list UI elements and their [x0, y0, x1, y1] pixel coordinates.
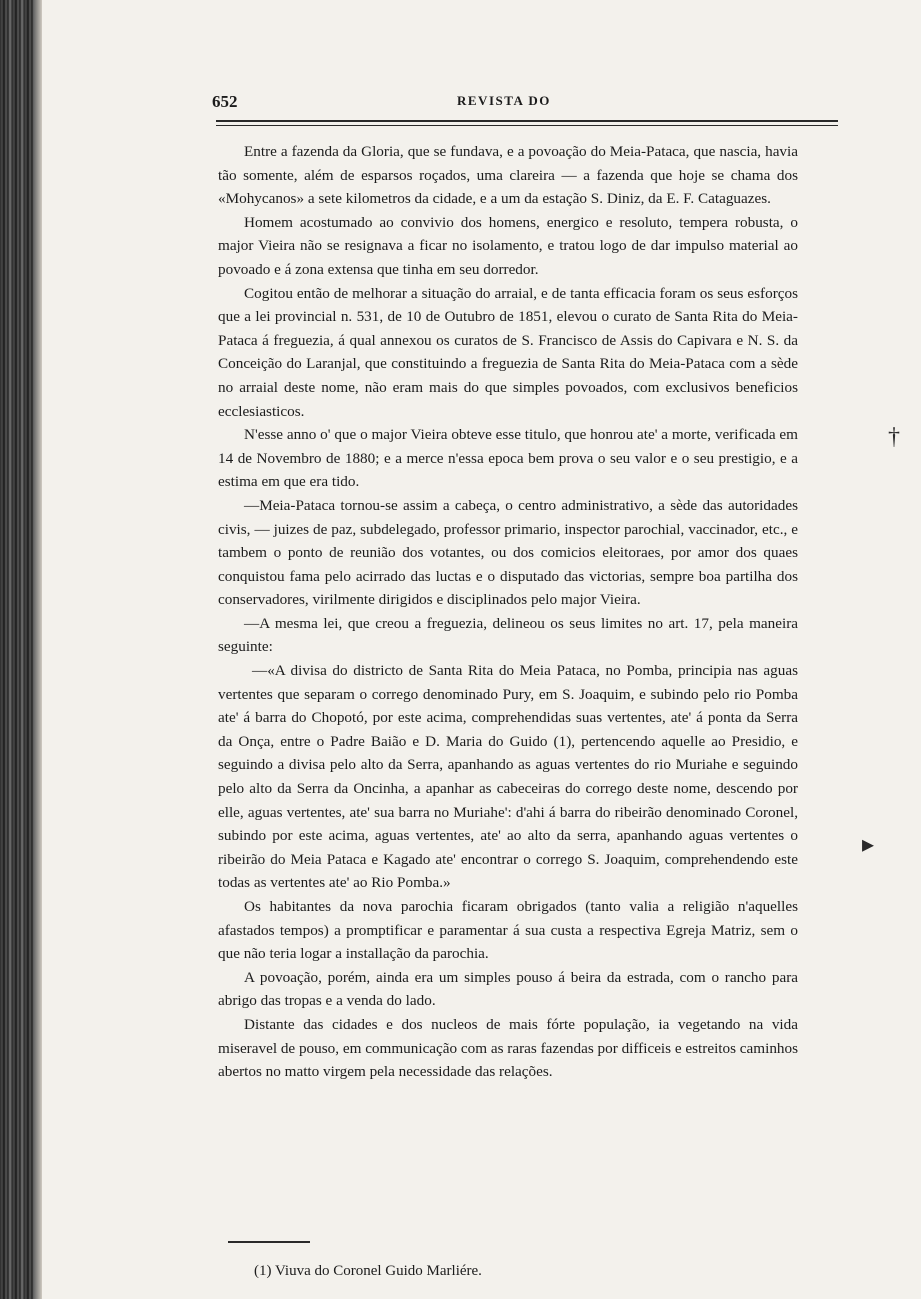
- paragraph: —Meia-Pataca tornou-se assim a cabeça, o centro administrativo, a sède das autoridades civis, — juizes de paz, subdelegado, professor primario, inspector parochial, vaccinador, etc., e tambem o ponto de reunião dos votantes, ou dos comicios eleitoraes, por amor dos quaes conquistou fama pelo acirrado das luctas e o disputado das victorias, sempre boa partilha dos conservadores, virilmente dirigidos e disciplinados pelo major Vieira.: [218, 496, 798, 609]
- body-text: [218, 140, 798, 1084]
- footnote: (1) Viuva do Coronel Guido Marliére.: [254, 1263, 482, 1279]
- paragraph: Homem acostumado ao convivio dos homens, energico e resoluto, tempera robusta, o major Vieira não se resignava a ficar no isolamento, e tratou logo de dar impulso material ao povoado e á zona extensa que tinha em seu dorredor.: [218, 213, 798, 278]
- paragraph: N'esse anno o' que o major Vieira obteve esse titulo, que honrou ate' a morte, verificada em 14 de Novembro de 1880; e a merce n'essa epoca bem prova o seu valor e o seu prestigio, e a estima em que era tido.: [218, 426, 798, 491]
- book-binding: [0, 0, 34, 1299]
- paragraph: Entre a fazenda da Gloria, que se fundava, e a povoação do Meia-Pataca, que nascia, havia tão somente, além de esparsos roçados, uma clareira — a fazenda que hoje se chama dos «Mohycanos» a sete kilometros da cidade, e a um da estação S. Diniz, da E. F. Cataguazes.: [218, 143, 798, 208]
- paragraph: —A mesma lei, que creou a freguezia, delineou os seus limites no art. 17, pela maneira seguinte:: [218, 614, 798, 656]
- page-header: [212, 92, 842, 116]
- margin-mark-icon: †: [888, 424, 900, 450]
- paragraph: Cogitou então de melhorar a situação do arraial, e de tanta efficacia foram os seus esforços que a lei provincial n. 531, de 10 de Outubro de 1851, elevou o curato de Santa Rita do Meia-Pataca á freguezia, á qual annexou os curatos de S. Francisco de Assis do Capivara e N. S. da Conceição do Laranjal, que constituindo a freguezia de Santa Rita do Meia-Pataca com a sède no arraial deste nome, não eram mais do que simples povoados, com exclusivos beneficios ecclesiasticos.: [218, 284, 798, 420]
- paragraph: Os habitantes da nova parochia ficaram obrigados (tanto valia a religião n'aquelles afastados tempos) a promptificar e paramentar á sua custa a respectiva Egreja Matriz, sem o que não teria logar a installação da parochia.: [218, 898, 798, 963]
- binding-shadow: [34, 0, 42, 1299]
- footnote-rule: [228, 1241, 310, 1243]
- page-number: 652: [212, 92, 238, 111]
- margin-mark-icon: ▸: [862, 832, 875, 858]
- running-title: REVISTA DO: [457, 93, 551, 108]
- paragraph: Distante das cidades e dos nucleos de mais fórte população, ia vegetando na vida miseravel de pouso, em communicação com as raras fazendas por difficeis e estreitos caminhos abertos no matto virgem pela necessidade das relações.: [218, 1015, 799, 1081]
- scanned-page: [42, 0, 921, 1299]
- paragraph: A povoação, porém, ainda era um simples pouso á beira da estrada, com o rancho para abrigo das tropas e a venda do lado.: [218, 968, 798, 1010]
- quoted-law-paragraph: —«A divisa do districto de Santa Rita do Meia Pataca, no Pomba, principia nas aguas vertentes que separam o corrego denominado Pury, em S. Joaquim, e subindo pelo rio Pomba ate' á barra do Chopotó, por este acima, comprehendidas suas vertentes, ate' á ponta da Serra da Onça, entre o Padre Baião e D. Maria do Guido (1), pertencendo aquelle ao Presidio, e seguindo a divisa pelo alto da Serra, apanhando as aguas vertentes do rio Muriahe e seguindo pelo alto da Serra da Oncinha, a apanhar as cabeceiras do corrego deste nome, descendo por elle, aguas vertentes, ate' sua barra no Muriahe': d'ahi á barra do ribeirão denominado Coronel, subindo por este acima, aguas vertentes, ate' ao alto da serra, apanhando aguas vertentes o ribeirão do Meia Pataca e Kagado ate' encontrar o corrego S. Joaquim, comprehendendo este todas as vertentes ate' ao Rio Pomba.»: [218, 662, 798, 892]
- header-rule: [216, 120, 838, 126]
